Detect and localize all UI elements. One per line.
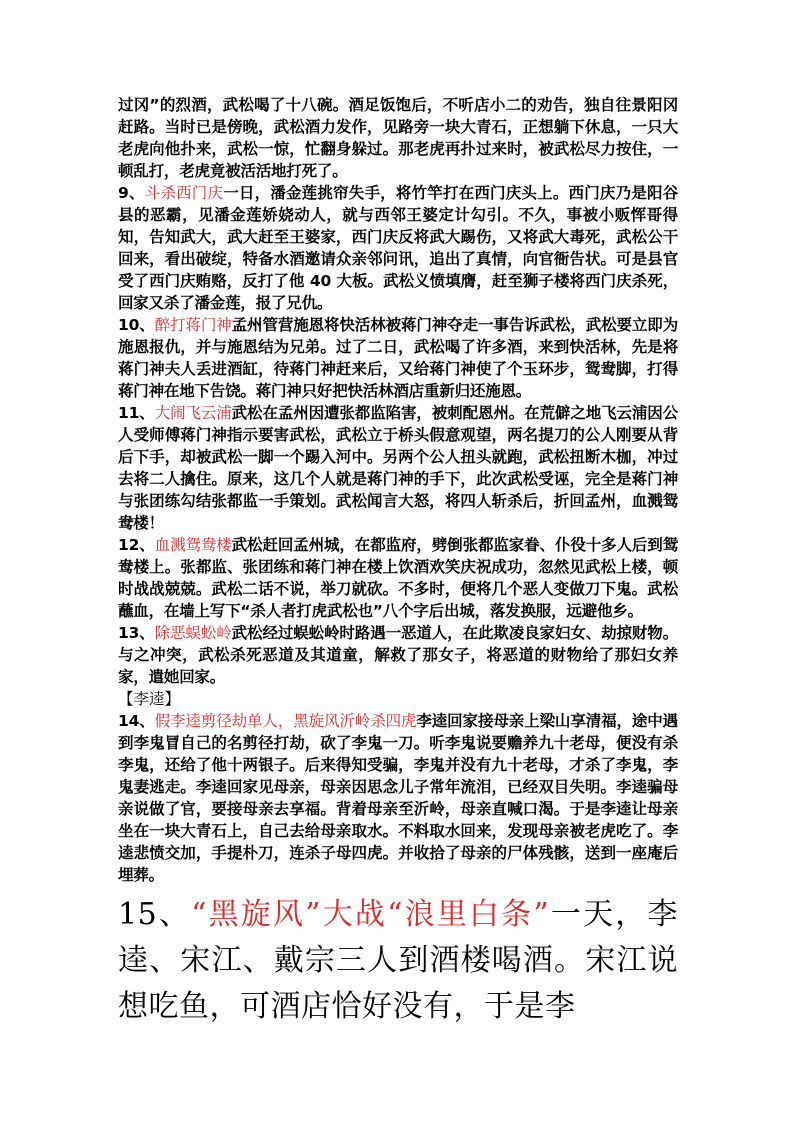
paragraph-15: [118, 892, 678, 1030]
paragraph-title: 斗杀西门庆: [144, 184, 224, 202]
paragraph-number: 13、: [118, 624, 155, 642]
paragraph-title: 假李逵剪径劫单人，黑旋风沂岭杀四虎: [154, 712, 417, 730]
paragraph-number: 15、: [118, 897, 192, 932]
paragraph-number: 9、: [118, 184, 145, 202]
paragraph-14: [118, 710, 678, 886]
paragraph-title: 除恶蜈蚣岭: [154, 624, 232, 642]
paragraph-text: 李逵回家接母亲上梁山享清福，途中遇到李鬼冒自己的名剪径打劫，砍了李鬼一刀。听李鬼说要赡养九十老母，便没有杀李鬼，还给了他十两银子。后来得知受骗，李鬼并没有九十老母，才杀了李鬼，李鬼妻逃走。李逵回家见母亲，母亲因思念儿子常年流泪，已经双目失明。李逵骗母亲说做了官，要接母亲去享福。背着母亲至沂岭，母亲直喊口渴。于是李逵让母亲坐在一块大青石上，自己去给母亲取水。不料取水回来，发现母亲被老虎吃了。李逵悲愤交加，手提朴刀，连杀子母四虎。并收拾了母亲的尸体残骸，送到一座庵后埋葬。: [118, 712, 678, 884]
paragraph-text: 一日，潘金莲挑帘失手，将竹竿打在西门庆头上。西门庆乃是阳谷县的恶霸，见潘金莲娇娆动人，就与西邻王婆定计勾引。不久，事被小贩恽哥得知，告知武大，武大赶至王婆家，西门庆反将武大踢伤，又将武大毒死，武松公干回来，看出破绽，特备水酒邀请众亲邻问讯，追出了真情，向官衙告状。可是县官受了西门庆贿赂，反打了他 40 大板。武松义愤填膺，赶至狮子楼将西门庆杀死， 回家又杀了潘金莲，报了兄仇。: [118, 184, 679, 312]
paragraph-title: “黑旋风”大战“浪里白条”: [191, 897, 550, 932]
paragraph-8-continued: [118, 94, 678, 182]
paragraph-text: 武松经过蜈蚣岭时路遇一恶道人，在此欺凌良家妇女、劫掠财物。与之冲突，武松杀死恶道及其道童，解救了那女子，将恶道的财物给了那妇女养家，遣她回家。: [118, 624, 678, 686]
paragraph-9: [118, 182, 678, 314]
paragraph-number: 10、: [118, 316, 155, 334]
paragraph-10: [118, 314, 678, 402]
paragraph-text: 一天，李逵、宋江、戴宗三人到酒楼喝酒。宋江说想吃鱼，可酒店恰好没有，于是李: [118, 897, 678, 1024]
paragraph-number: 12、: [118, 536, 155, 554]
paragraph-13: [118, 622, 678, 688]
paragraph-title: 醉打蒋门神: [154, 316, 232, 334]
section-heading: 【李逵】: [118, 690, 181, 708]
paragraph-number: 14、: [118, 712, 155, 730]
paragraph-text: 武松赶回孟州城，在都监府，劈倒张都监家眷、仆役十多人后到鸳鸯楼上。张都监、张团练和蒋门神在楼上饮酒欢笑庆祝成功，忽然见武松上楼，顿时战战兢兢。武松二话不说，举刀就砍。不多时，便将几个恶人变做刀下鬼。武松蘸血，在墙上写下“杀人者打虎武松也”八个字后出城，落发换服，远避他乡。: [118, 536, 678, 620]
document-page: [118, 94, 678, 1030]
paragraph-11: [118, 402, 678, 534]
paragraph-title: 血溅鸳鸯楼: [154, 536, 232, 554]
paragraph-12: [118, 534, 678, 622]
paragraph-text: 孟州管营施恩将快活林被蒋门神夺走一事告诉武松，武松要立即为施恩报仇，并与施恩结为兄弟。过了二日，武松喝了许多酒，来到快活林，先是将蒋门神夫人丢进酒缸，待蒋门神赶来后，又给蒋门神使了个玉环步，鸳鸯脚，打得蒋门神在地下告饶。蒋门神只好把快活林酒店重新归还施恩。: [118, 316, 678, 400]
paragraph-title: 大闹飞云浦: [154, 404, 232, 422]
paragraph-text: 过冈”的烈酒，武松喝了十八碗。酒足饭饱后，不听店小二的劝告，独自往景阳冈赶路。当时已是傍晚，武松酒力发作，见路旁一块大青石，正想躺下休息，一只大老虎向他扑来，武松一惊，忙翻身躲过。那老虎再扑过来时，被武松尽力按住，一顿乱打，老虎竟被活活地打死了。: [118, 96, 678, 180]
paragraph-number: 11、: [118, 404, 155, 422]
paragraph-text: 武松在孟州因遭张都监陷害，被刺配恩州。在荒僻之地飞云浦因公人受师傅蒋门神指示要害武松，武松立于桥头假意观望，两名提刀的公人刚要从背后下手，却被武松一脚一个踢入河中。另两个公人扭头就跑，武松扭断木枷，冲过去将二人擒住。原来，这几个人就是蒋门神的手下，此次武松受诬，完全是蒋门神与张团练勾结张都监一手策划。武松闻言大怒，将四人斩杀后，折回孟州，血溅鸳鸯楼！: [118, 404, 678, 532]
